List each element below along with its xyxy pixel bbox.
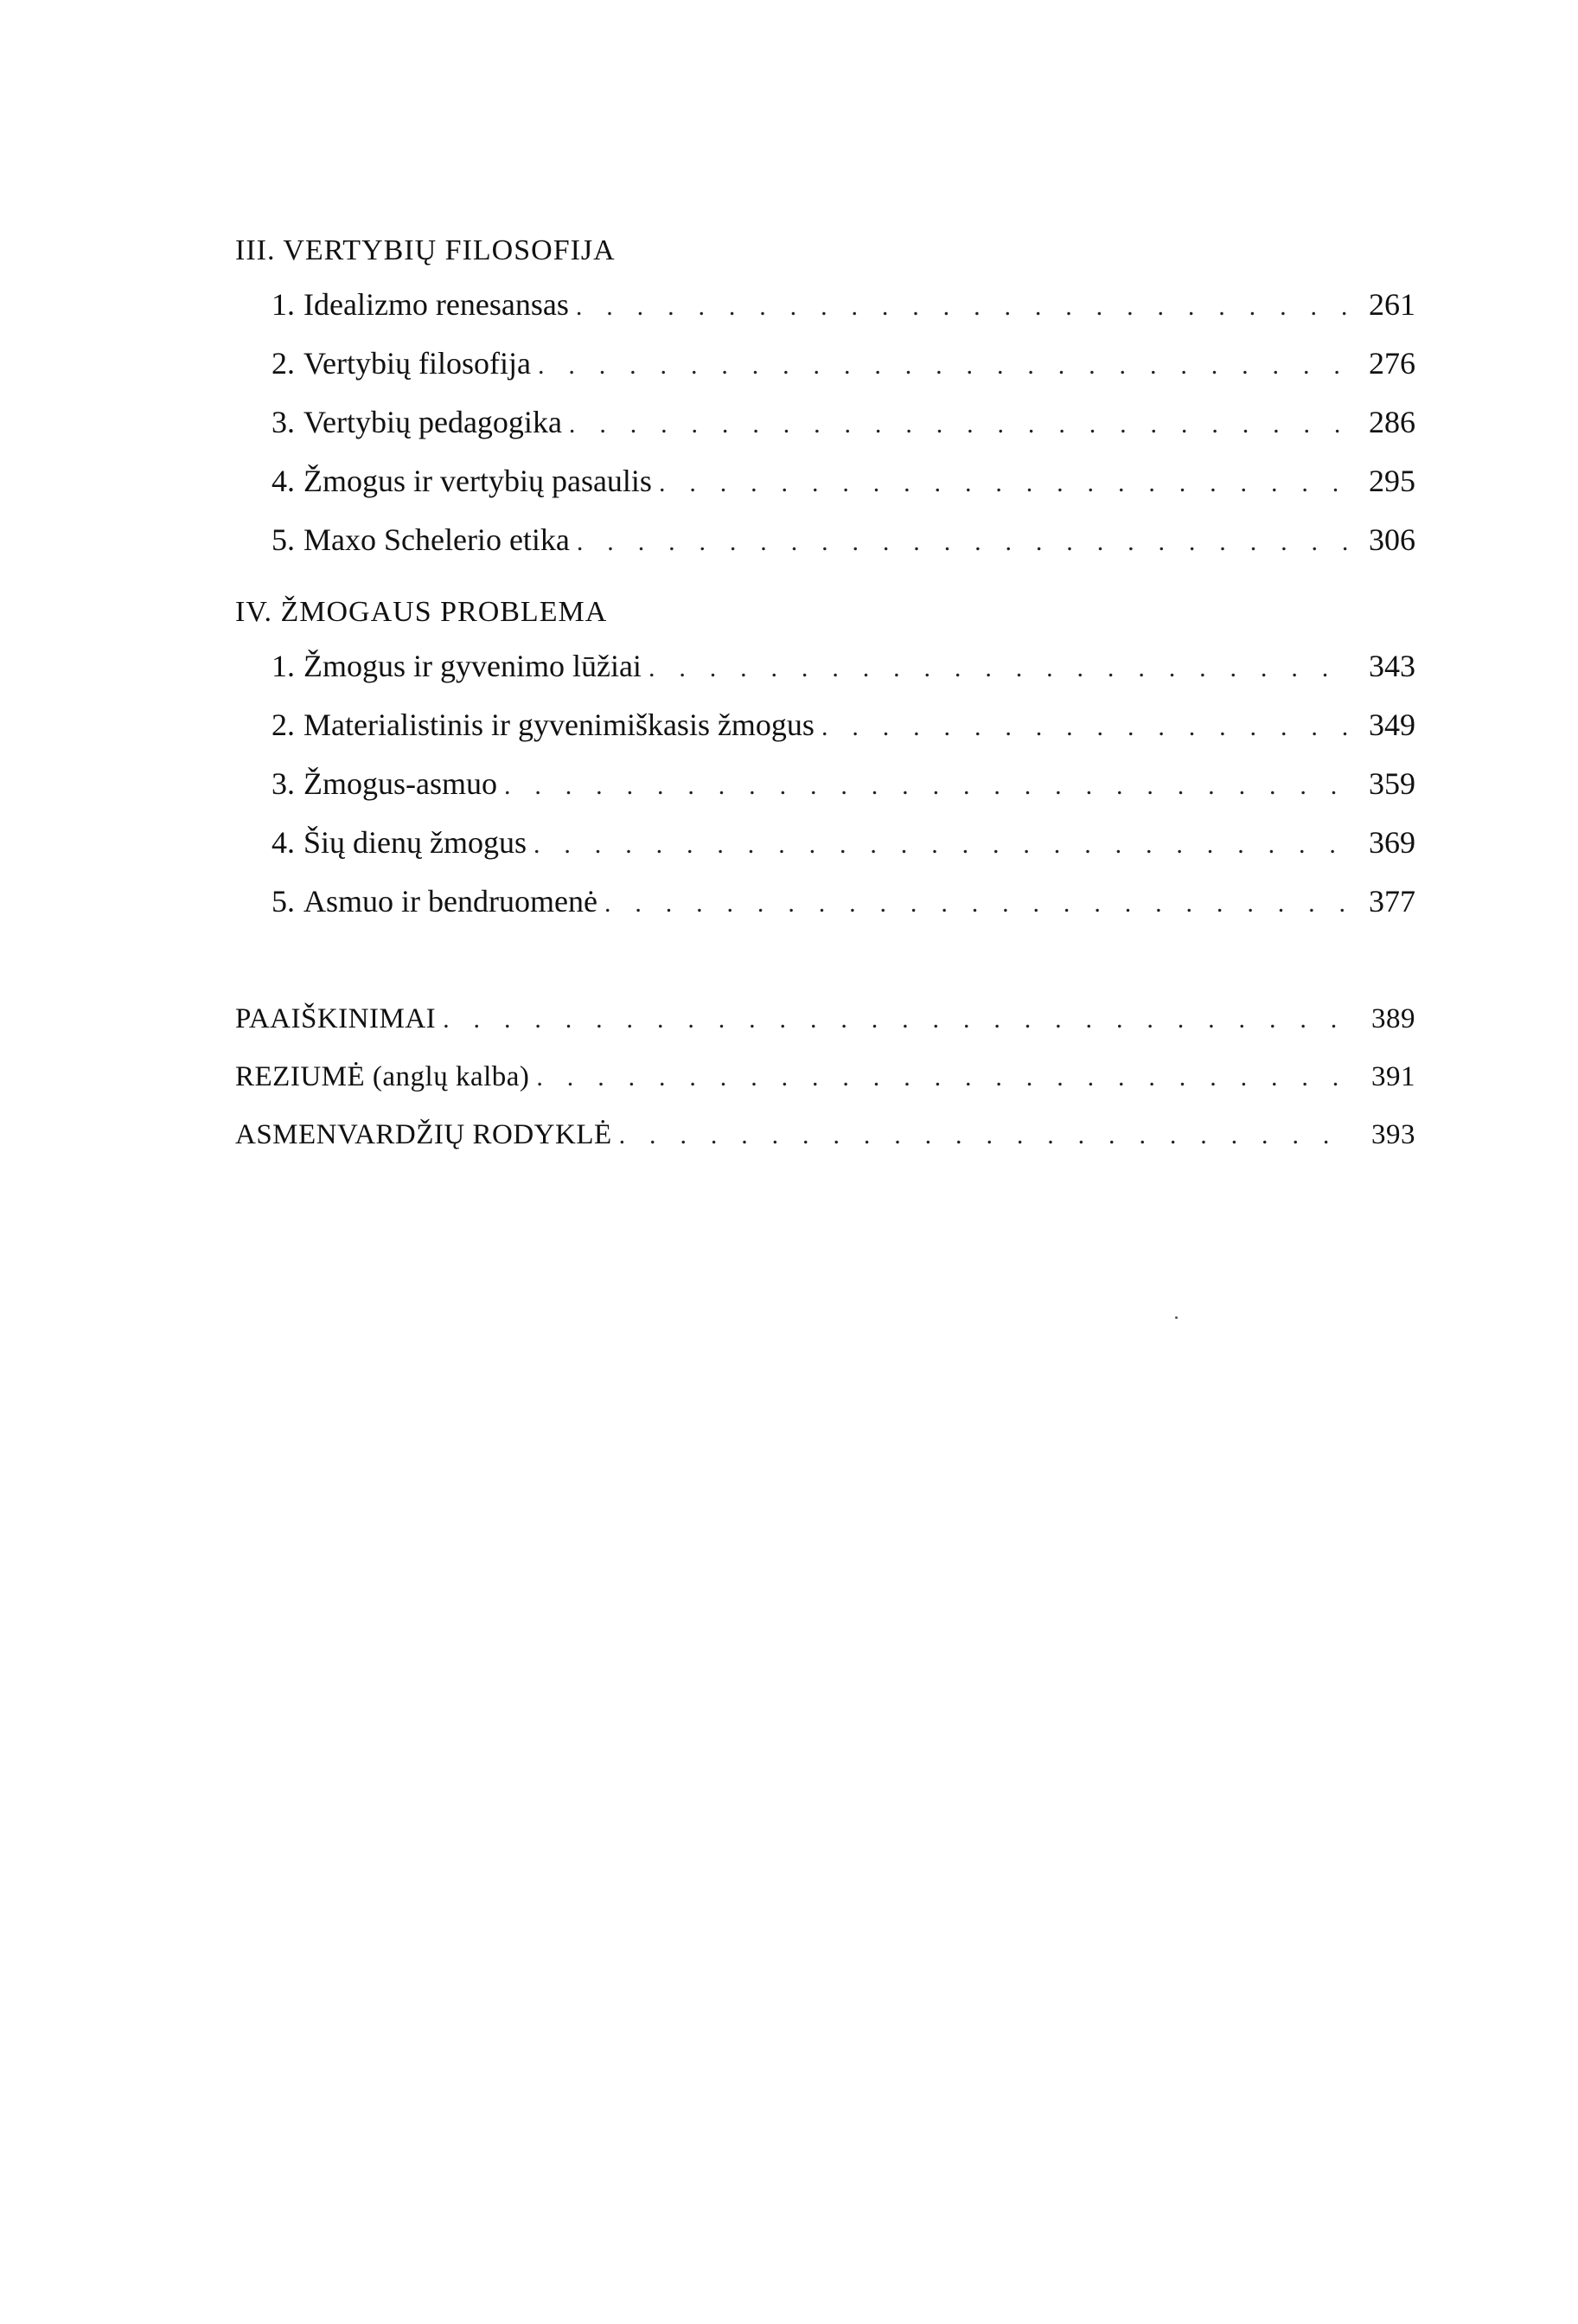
toc-section-iii	[235, 227, 1415, 569]
entry-number: 2.	[272, 707, 295, 742]
toc-entry-list	[235, 637, 1415, 931]
entry-title: Materialistinis ir gyvenimiškasis žmogus	[303, 707, 815, 742]
entry-number: 5.	[272, 884, 295, 919]
toc-entry[interactable]	[272, 334, 1415, 393]
dot-leader	[821, 698, 1353, 757]
toc-section-iv	[235, 588, 1415, 931]
toc-entry[interactable]	[272, 275, 1415, 334]
entry-number: 3.	[272, 405, 295, 439]
toc-entry-name-index[interactable]	[235, 1106, 1415, 1164]
toc-entry[interactable]	[272, 813, 1415, 872]
entry-title: Maxo Schelerio etika	[303, 522, 570, 557]
entry-page-number: 306	[1369, 522, 1415, 557]
entry-title: Vertybių pedagogika	[303, 405, 562, 439]
toc-back-matter	[235, 990, 1415, 1164]
toc-entry[interactable]	[272, 393, 1415, 451]
scan-speck	[1175, 1316, 1178, 1319]
entry-title: REZIUMĖ (anglų kalba)	[235, 1061, 530, 1092]
toc-entry[interactable]	[272, 451, 1415, 510]
dot-leader	[648, 639, 1353, 698]
entry-page-number: 359	[1369, 766, 1415, 801]
toc-entry[interactable]	[272, 872, 1415, 931]
toc-entry[interactable]	[272, 695, 1415, 754]
entry-page-number: 261	[1369, 287, 1415, 322]
toc-entry-list	[235, 275, 1415, 569]
entry-page-number: 349	[1369, 707, 1415, 742]
section-heading: III. VERTYBIŲ FILOSOFIJA	[235, 234, 616, 266]
dot-leader	[533, 816, 1353, 874]
entry-page-number: 276	[1369, 346, 1415, 381]
entry-title: Vertybių filosofija	[303, 346, 531, 381]
entry-page-number: 286	[1369, 405, 1415, 439]
entry-title: PAAIŠKINIMAI	[235, 1003, 437, 1034]
entry-page-number: 295	[1369, 464, 1415, 498]
entry-page-number: 391	[1371, 1061, 1415, 1092]
entry-title: Šių dienų žmogus	[303, 825, 527, 860]
entry-page-number: 343	[1369, 649, 1415, 683]
dot-leader	[659, 454, 1353, 513]
entry-title: Žmogus-asmuo	[303, 766, 497, 801]
entry-title: Idealizmo renesansas	[303, 287, 569, 322]
toc-entry-explanations[interactable]	[235, 990, 1415, 1048]
dot-leader	[577, 513, 1353, 572]
entry-title: Žmogus ir gyvenimo lūžiai	[303, 649, 642, 683]
dot-leader	[504, 757, 1353, 816]
entry-page-number: 369	[1369, 825, 1415, 860]
toc-entry[interactable]	[272, 510, 1415, 569]
entry-title: Asmuo ir bendruomenė	[303, 884, 597, 919]
dot-leader	[619, 1106, 1353, 1164]
entry-number: 3.	[272, 766, 295, 801]
entry-number: 1.	[272, 649, 295, 683]
dot-leader	[536, 1048, 1353, 1106]
entry-number: 2.	[272, 346, 295, 381]
toc-entry[interactable]	[272, 637, 1415, 695]
dot-leader	[576, 278, 1353, 336]
section-heading: IV. ŽMOGAUS PROBLEMA	[235, 596, 608, 628]
entry-page-number: 389	[1371, 1003, 1415, 1034]
toc-entry-summary[interactable]	[235, 1048, 1415, 1106]
dot-leader	[604, 874, 1353, 933]
entry-number: 4.	[272, 825, 295, 860]
dot-leader	[538, 336, 1353, 395]
dot-leader	[569, 395, 1353, 454]
entry-number: 5.	[272, 522, 295, 557]
entry-title: Žmogus ir vertybių pasaulis	[303, 464, 652, 498]
entry-number: 1.	[272, 287, 295, 322]
entry-page-number: 377	[1369, 884, 1415, 919]
entry-page-number: 393	[1371, 1119, 1415, 1150]
toc-entry[interactable]	[272, 754, 1415, 813]
dot-leader	[443, 990, 1353, 1048]
entry-number: 4.	[272, 464, 295, 498]
entry-title: ASMENVARDŽIŲ RODYKLĖ	[235, 1119, 612, 1150]
